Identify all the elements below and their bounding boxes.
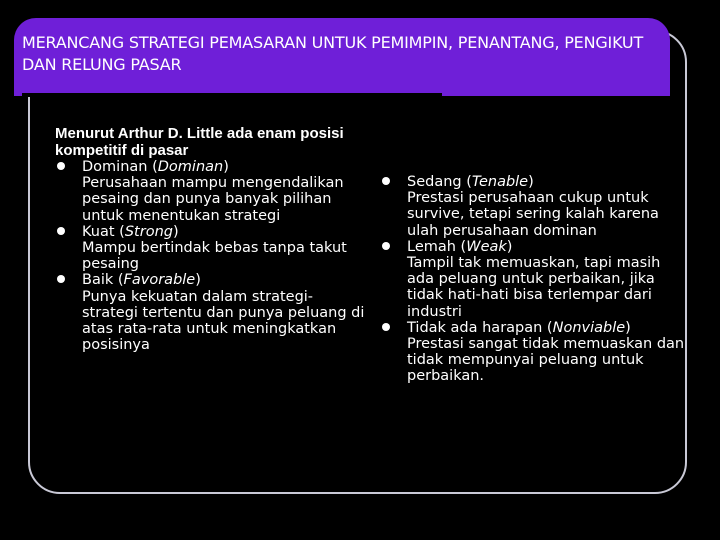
list-item (380, 320, 685, 385)
item-title: Lemah (Weak) (407, 238, 513, 255)
list-item (55, 224, 365, 273)
bullet-icon (382, 242, 390, 250)
item-description: Tampil tak memuaskan, tapi masih ada peluang untuk perbaikan, jika tidak hati-hati bisa terlempar dari industri (407, 255, 661, 320)
bullet-icon (57, 162, 65, 170)
item-title: Kuat (Strong) (82, 223, 179, 240)
slide-title: MERANCANG STRATEGI PEMASARAN UNTUK PEMIMPIN, PENANTANG, PENGIKUT DAN RELUNG PASAR (22, 33, 644, 74)
list-item (55, 159, 365, 224)
list-item (55, 272, 365, 353)
item-description: Prestasi sangat tidak memuaskan dan tidak mempunyai peluang untuk perbaikan. (407, 336, 685, 385)
right-list (380, 174, 685, 385)
intro-text: Menurut Arthur D. Little ada enam posisi kompetitif di pasar (55, 125, 344, 159)
bullet-icon (57, 275, 65, 283)
item-description: Prestasi perusahaan cukup untuk survive, tetapi sering kalah karena ulah perusahaan dominan (407, 190, 659, 239)
item-title: Baik (Favorable) (82, 272, 201, 289)
item-title: Sedang (Tenable) (407, 174, 534, 190)
item-title: Dominan (Dominan) (82, 159, 229, 175)
bullet-icon (382, 323, 390, 331)
left-list (55, 159, 365, 353)
list-item (380, 174, 685, 239)
item-description: Mampu bertindak bebas tanpa takut pesaing (82, 240, 347, 273)
item-title: Tidak ada harapan (Nonviable) (407, 319, 631, 336)
title-underline (22, 93, 442, 97)
bullet-icon (382, 177, 390, 185)
list-item (380, 239, 685, 320)
bullet-icon (57, 227, 65, 235)
item-description: Punya kekuatan dalam strategi-strategi tertentu dan punya peluang di atas rata-rata untuk meningkatkan posisinya (82, 288, 365, 354)
item-description: Perusahaan mampu mengendalikan pesaing dan punya banyak pilihan untuk menentukan strategi (82, 175, 344, 224)
left-column (55, 126, 365, 353)
right-column (380, 174, 685, 385)
